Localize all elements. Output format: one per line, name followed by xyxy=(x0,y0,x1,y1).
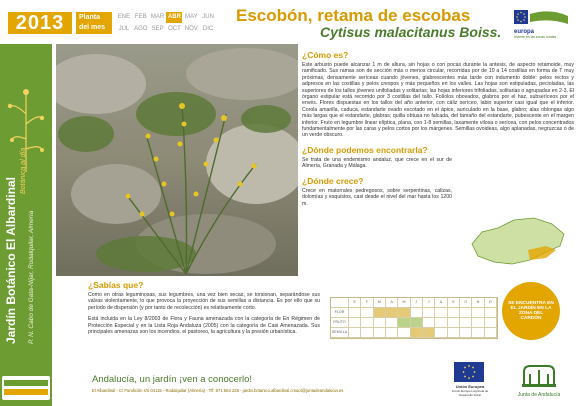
calendar-month: J xyxy=(411,298,423,308)
calendar-cell xyxy=(411,318,423,328)
year-badge: 2013 xyxy=(8,12,72,34)
calendar-cell xyxy=(448,328,460,338)
calendar-cell xyxy=(386,328,398,338)
planta-label: Planta del mes xyxy=(76,12,112,34)
calendar-cell xyxy=(485,318,497,328)
month-item: MAR xyxy=(150,12,166,23)
calendar-cell xyxy=(411,308,423,318)
eu-logo-line1: europa xyxy=(514,29,535,35)
section-title-sabias: ¿Sabías que? xyxy=(88,280,144,290)
eu-flag-icon xyxy=(454,362,484,382)
plant-photo-image xyxy=(56,44,298,276)
calendar-row-label: FRUTO xyxy=(331,318,349,328)
calendar-cell xyxy=(398,308,410,318)
section-title-donde: ¿Dónde podemos encontrarla? xyxy=(302,144,428,155)
section-title-como-es: ¿Cómo es? xyxy=(302,50,349,60)
section-body-sabias-1: Como en otras leguminosas, sus legumbres, una vez bien secas, se torsionan, separándose sus valvas violentamente, lo que provoca la proyección de sus semillas a distancia. Es por ello que su período de dispersión (y por tanto de recolección) es relativamente corto. xyxy=(88,292,320,311)
month-item: MAY xyxy=(183,12,199,23)
month-item: ENE xyxy=(116,12,132,23)
calendar-cell xyxy=(398,328,410,338)
calendar-cell xyxy=(361,328,373,338)
calendar-cell xyxy=(435,308,447,318)
calendar-cell xyxy=(485,308,497,318)
calendar-cell xyxy=(448,308,460,318)
calendar-month: D xyxy=(485,298,497,308)
contact-footer: El Albardinal - C/ Fundición s/n 04115 - Rodalquilar (Almería) - Tlf: 671 564 228 - jardin.botanico.albardinal.cmaot@juntadeandalucia.es xyxy=(92,388,344,393)
calendar-month: S xyxy=(448,298,460,308)
calendar-cell xyxy=(411,328,423,338)
phenology-calendar xyxy=(330,297,498,339)
sidebar-garden-name: Jardín Botánico El Albardinal xyxy=(4,177,18,344)
description-column xyxy=(302,50,574,207)
calendar-row-label: FLOR xyxy=(331,308,349,318)
month-item: NOV xyxy=(183,24,199,35)
calendar-cell xyxy=(374,318,386,328)
calendar-month: F xyxy=(361,298,373,308)
calendar-cell xyxy=(398,318,410,328)
plant-silhouette-icon xyxy=(4,84,48,174)
calendar-cell xyxy=(435,318,447,328)
calendar-cell xyxy=(472,318,484,328)
month-item: AGO xyxy=(133,24,149,35)
calendar-month: M xyxy=(398,298,410,308)
header xyxy=(0,0,580,44)
calendar-row-label: SEMILLA xyxy=(331,328,349,338)
curiosity-section xyxy=(88,280,320,335)
calendar-cell xyxy=(423,308,435,318)
eu-logo-line2: invierte en las zonas rurales xyxy=(514,35,557,39)
section-body-como-es: Este arbusto puede alcanzar 1 m de altura, sin hojas o con pocas durante la antesis, de aspecto retamoide, muy ramificado. Sus ramas son de sección más o menos circular, recorridas por de 10 a 14 costillas en forma de T muy próximas, densamente seríceas cuando jóvenes, glabrescentes más tarde con indumento doble: pelos rectos y adpresos en las costillas y pelos crespos y más pequeños en los valles. Las hojas son estipuladas, pecioladas, las superiores de los tallos jóvenes unifoliadas y solitarias; las hojas inferiores trifoliadas, solitarias o agrupadas en 2-3. El órgano estipular está recorrido por 3 costillas del tallo. Folíolos obovados, glabros por el haz, subseríceos por el envés. Flores dispuestas en los tallos del año anterior, con cáliz seríceo, labio superior casi igual que el inferior. Corola amarilla, caduca, estandarte ovado escotado en el ápice, auriculado en la base, glabro; alas oblongas algo más largas que el estandarte, glabras; quilla obtusa no falcada, del tamaño del estandarte, pubescente en el margen inferior. Fruto en legumbre linear elíptica, plana, con 1-8 semillas, laxamente vilosa o serícea, con pelos concentrados fundamentalmente por las caras y pelos cortos por los márgenes. Semillas ovoideas, algo aplanadas, negruzcas o de un verde obscuro. xyxy=(302,62,574,139)
calendar-cell xyxy=(472,308,484,318)
calendar-row-label xyxy=(331,298,349,308)
calendar-month: J xyxy=(423,298,435,308)
calendar-month: A xyxy=(386,298,398,308)
scientific-name: Cytisus malacitanus Boiss. xyxy=(320,24,502,40)
month-item: FEB xyxy=(133,12,149,23)
calendar-cell xyxy=(361,318,373,328)
eu-rural-logo xyxy=(510,6,572,40)
calendar-cell xyxy=(361,308,373,318)
junta-andalucia-logo xyxy=(514,358,564,400)
plant-photo xyxy=(56,44,298,276)
calendar-cell xyxy=(349,328,361,338)
sidebar-script-text: Botánica al día xyxy=(20,147,27,194)
calendar-cell xyxy=(374,328,386,338)
distribution-map xyxy=(468,210,568,272)
calendar-cell xyxy=(460,318,472,328)
calendar-cell xyxy=(460,308,472,318)
calendar-cell xyxy=(386,318,398,328)
sidebar-location: P. N. Cabo de Gata-Níjar, Rodalquilar, Almería xyxy=(28,210,35,344)
calendar-cell xyxy=(448,318,460,328)
section-title-donde-crece: ¿Dónde crece? xyxy=(302,175,364,186)
month-item: OCT xyxy=(166,24,182,35)
section-body-donde: Se trata de una endemismo andaluz, que crece en el sur de Almería, Granada y Málaga. xyxy=(302,156,452,170)
month-item: SEP xyxy=(150,24,166,35)
eu-label-title: Unión Europea xyxy=(455,384,485,389)
eu-label-sub: Fondo Europeo Agrícola de Desarrollo Rural xyxy=(451,389,489,397)
month-selector xyxy=(116,12,216,34)
calendar-month: M xyxy=(374,298,386,308)
calendar-month: E xyxy=(349,298,361,308)
month-item-active: ABR xyxy=(166,12,182,23)
page-title: Escobón, retama de escobas xyxy=(236,6,471,25)
calendar-cell xyxy=(423,328,435,338)
eu-label xyxy=(448,384,492,397)
calendar-cell xyxy=(485,328,497,338)
section-body-sabias-2: Está incluida en la Ley 8/2003 de Flora y Fauna amenazada con la categoría de En Régimen de Protección Especial y en la Lista Roja Andaluza (2005) con la categoría de Casi Amenazada. Sus principales amenazas son los incendios, el pastoreo, la agricultura y la presión urbanística. xyxy=(88,316,320,336)
calendar-cell xyxy=(374,308,386,318)
garden-location-badge: SE ENCUENTRA EN EL JARDÍN EN LA ZONA DEL CARDÓN xyxy=(502,282,560,340)
calendar-month: N xyxy=(472,298,484,308)
section-body-donde-crece: Crece en matorrales pedregosos, sobre serpentinas, calizas, dolomías y esquistos, casi desde el nivel del mar hasta los 1200 m. xyxy=(302,187,452,207)
junta-label: Junta de Andalucía xyxy=(517,392,561,398)
sidebar xyxy=(0,44,52,406)
month-item: JUL xyxy=(116,24,132,35)
calendar-month: O xyxy=(460,298,472,308)
garden-logo-icon xyxy=(2,376,50,400)
calendar-cell xyxy=(349,308,361,318)
calendar-month: A xyxy=(435,298,447,308)
calendar-cell xyxy=(472,328,484,338)
calendar-cell xyxy=(423,318,435,328)
calendar-cell xyxy=(435,328,447,338)
month-item: JUN xyxy=(200,12,216,23)
month-item: DIC xyxy=(200,24,216,35)
calendar-cell xyxy=(460,328,472,338)
slogan: Andalucía, un jardín ¡ven a conocerlo! xyxy=(92,374,253,385)
calendar-cell xyxy=(386,308,398,318)
calendar-cell xyxy=(349,318,361,328)
garden-logo xyxy=(2,376,50,400)
